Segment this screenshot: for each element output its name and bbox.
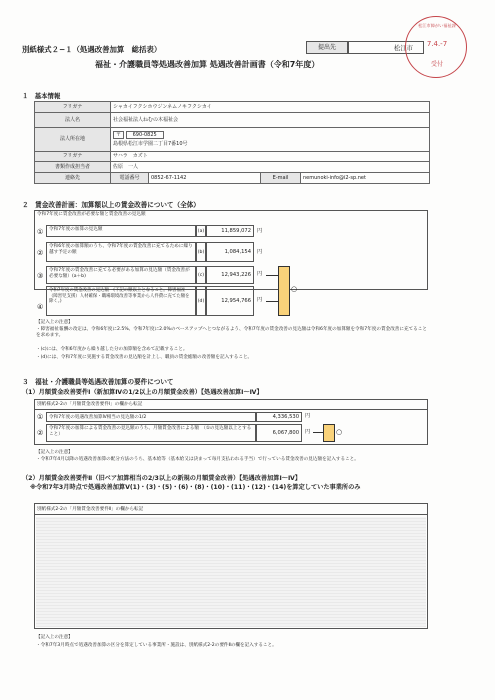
row-c-label: 令和7年度の賃金改善に充てる必要がある加算の見込額（賃金改善が必要な額）(a＋b)	[46, 266, 196, 284]
shaded-area	[36, 517, 426, 627]
phone-value: 0852-67-1142	[149, 173, 261, 184]
row-c-unit: 円	[257, 271, 263, 277]
submit-value: 松江市	[348, 41, 424, 54]
row-a-label: 令和7年度の加算の見込額	[46, 225, 196, 237]
address-value: 島根県松江市学園二丁目7番10号	[113, 140, 188, 147]
req-row-2-label: 令和7年度の加算による賃金改善の見込額のうち、月額賃金改善による額 （①の見込額以上とすること）	[46, 424, 256, 442]
row-b-unit: 円	[257, 249, 263, 255]
req-row-2-marker: ②	[37, 429, 44, 437]
furigana-value: シャカイフクシホウジンネムノキフクシカイ	[111, 102, 430, 113]
document-title: 福祉・介護職員等処遇改善加算 処遇改善計画書（令和7年度）	[95, 60, 320, 69]
row-d-tag: (d)	[196, 286, 206, 316]
section3-notes2-title: 【記入上の注意】	[36, 635, 73, 640]
row-d-value: 12,954,766	[206, 286, 254, 316]
req-row-1-marker: ①	[37, 413, 44, 421]
row-a-unit: 円	[257, 228, 263, 234]
section3-note-1: ・令和7年4月以降の処遇改善加算の配分方法のうち、基本給等（基本給又は決まって毎月支払われる手当）で行っている賃金改善の見込額を記入すること。	[36, 457, 359, 462]
check-mark: ○	[291, 285, 298, 293]
postal-mark: 〒	[113, 131, 124, 139]
section3-notes-title: 【記入上の注意】	[36, 450, 73, 455]
writer-value: 佐原 一人	[111, 162, 430, 173]
section3-sub2: （2）月額賃金改善要件Ⅱ（旧ベア加算相当の2/3以上の新規の月額賃金改善）【処遇改善加算Ⅰ～Ⅳ】	[22, 475, 301, 482]
row-c-value: 12,943,226	[206, 266, 254, 284]
row-a-value: 11,859,072	[206, 225, 254, 237]
req-row-1-label: 令和7年度の処遇改善加算Ⅳ相当の見込額の1/2	[46, 412, 256, 422]
corp-name-value: 社会福祉法人ねむの木福祉会	[111, 113, 430, 128]
section2-notes-title: 【記入上の注意】	[36, 320, 73, 325]
row-d-unit: 円	[257, 297, 263, 303]
stamp-top-text: 松江市障がい福祉課	[418, 23, 456, 28]
check-highlight-box	[278, 266, 290, 316]
req-row-1-value: 4,336,530	[256, 412, 302, 422]
corp-name-label: 法人名	[35, 113, 111, 128]
req-check-highlight-box	[323, 424, 335, 442]
monthly-wage-2-box-title: 別紙様式2-2の「月額賃金改善要件Ⅱ」の欄から転記	[34, 503, 428, 515]
wage-plan-box-title: 令和7年度に賃金改善が必要な額と賃金改善の見込額	[37, 212, 146, 217]
form-title: 別紙様式２−１（処遇改善加算 総括表）	[22, 45, 162, 54]
email-value: nemunoki-info@i2-sp.net	[301, 173, 430, 184]
address-label: 法人所在地	[35, 128, 111, 152]
req-row-2-value: 6,067,800	[256, 424, 302, 442]
basic-info-table	[34, 101, 430, 184]
row-d-marker: ④	[37, 303, 44, 311]
connector-c	[266, 275, 278, 276]
section2-heading: ２ 賃金改善計画：加算額以上の賃金改善について（全体）	[22, 201, 200, 209]
stamp-date: 7.4.-7	[426, 40, 448, 48]
section3-heading: ３ 福祉・介護職員等処遇改善加算の要件について	[22, 378, 174, 386]
section1-heading: １ 基本情報	[22, 92, 61, 100]
row-b-marker: ②	[37, 249, 44, 257]
section3-sub2-note: ※令和7年3月時点で処遇改善加算Ⅴ(1)・(3)・(5)・(6)・(8)・(10)・(11)・(12)・(14)を算定していた事業所のみ	[30, 484, 361, 491]
writer-label: 書類作成担当者	[35, 162, 111, 173]
row-b-label: 令和6年度の加算額のうち、令和7年度の賃金改善に充てるために繰り越す予定の額	[46, 242, 196, 262]
req-check-mark: ○	[336, 428, 343, 436]
connector-req	[313, 432, 323, 433]
contact-label: 連絡先	[35, 173, 111, 184]
row-a-tag: (a)	[196, 225, 206, 237]
email-label: E-mail	[261, 173, 301, 184]
row-c-marker: ③	[37, 272, 44, 280]
section2-note-3: ・(d)には、令和7年度に実施する賃金改善の見込額を計上し、職員の賃金総額の改善額を記入すること。	[36, 355, 253, 360]
row-c-tag: (c)	[196, 266, 206, 284]
section3-note-2: ・令和7年3月時点で処遇改善加算の区分を算定している事業所・施設は、別紙様式2-2の要件Ⅱの欄を記入すること。	[36, 643, 277, 648]
row-b-tag: (b)	[196, 242, 206, 262]
furigana-label: フリガナ	[35, 102, 111, 113]
submit-label: 提出先	[306, 41, 348, 54]
row-a-marker: ①	[37, 228, 44, 236]
req-row-1-unit: 円	[305, 413, 311, 419]
phone-label: 電話番号	[111, 173, 149, 184]
section3-sub1: （1）月額賃金改善要件Ⅰ（新加算Ⅳの1/2以上の月額賃金改善）【処遇改善加算Ⅰ～Ⅳ】	[22, 389, 263, 396]
stamp-bottom-text: 受付	[430, 61, 443, 68]
writer-furigana-label: フリガナ	[35, 152, 111, 162]
row-d-label: 令和7年度の賃金改善の見込額 (下記の額以上となること。障害福祉（障害児支援）人材確保・職場環境改善等事業から人件費に充てた額を除く。)	[46, 286, 196, 316]
section2-note-1: ・障害福祉報酬の改定は、令和6年度に2.5%、令和7年度に2.0%のベースアップへとつながるよう、令和7年度の賃金改善の見込額は令和6年度の加算額を令和7年度の賃金改善に充てることを求めます。	[36, 327, 427, 338]
connector-d	[266, 301, 278, 302]
monthly-wage-box-title: 別紙様式2-2の「月額賃金改善要件Ⅰ」の欄から転記	[34, 399, 428, 410]
row-b-value: 1,084,154	[206, 242, 254, 262]
section2-note-2: ・(c)には、令和6年度から繰り越した分の加算額を含めて記載すること。	[36, 347, 188, 352]
writer-furigana-value: サハラ カズト	[111, 152, 430, 162]
postal-code: 690-0825	[126, 131, 164, 139]
reception-stamp	[405, 16, 467, 78]
req-row-2-unit: 円	[305, 429, 311, 435]
